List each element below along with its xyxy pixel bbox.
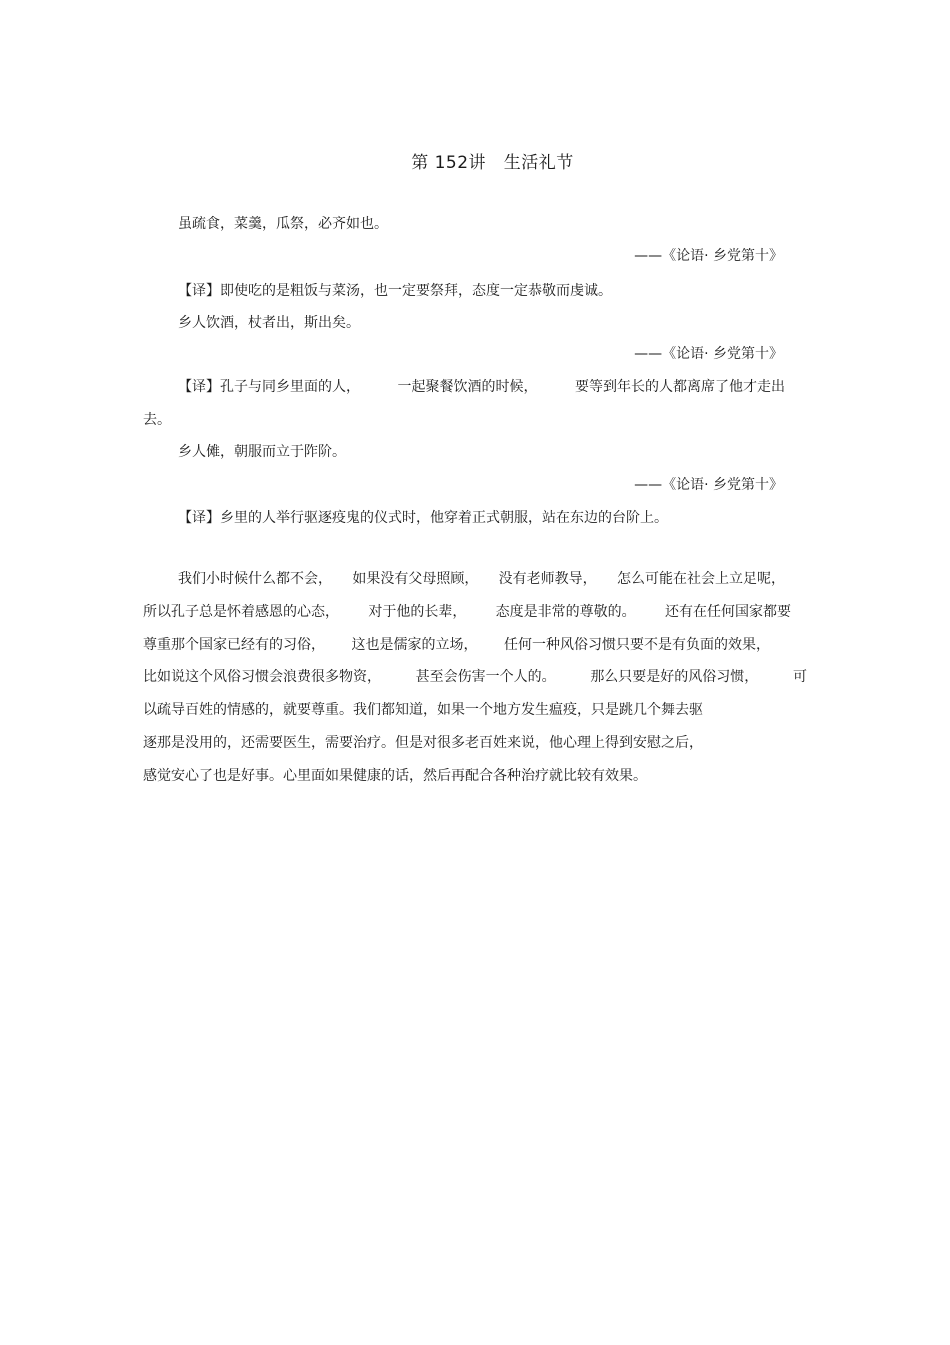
commentary-line-6: 逐那是没用的，还需要医生，需要治疗。但是对很多老百姓来说，他心理上得到安慰之后，	[143, 735, 703, 751]
commentary-line-1	[178, 569, 785, 589]
commentary-segment: 还有在任何国家都要	[664, 604, 791, 620]
translation-2-line-1	[178, 377, 785, 397]
commentary-segment: 这也是儒家的立场，	[351, 637, 478, 653]
commentary-line-7: 感觉安心了也是好事。心里面如果健康的话，然后再配合各种治疗就比较有效果。	[143, 768, 647, 784]
commentary-line-3	[143, 635, 770, 655]
commentary-segment: 可	[792, 669, 807, 685]
translation-1: 【译】即使吃的是粗饭与菜汤，也一定要祭拜，态度一定恭敬而虔诚。	[178, 283, 612, 299]
commentary-line-5: 以疏导百姓的情感的，就要尊重。我们都知道，如果一个地方发生瘟疫，只是跳几个舞去驱	[143, 702, 703, 718]
commentary-segment: 那么只要是好的风俗习惯，	[590, 669, 759, 685]
commentary-segment: 所以孔子总是怀着感恩的心态，	[143, 604, 339, 620]
commentary-segment: 对于他的长辈，	[368, 604, 467, 620]
quote-source-1: ——《论语· 乡党第十》	[634, 248, 783, 264]
quote-source-2: ——《论语· 乡党第十》	[634, 346, 783, 362]
commentary-segment: 如果没有父母照顾，	[352, 571, 479, 587]
quote-source-3: ——《论语· 乡党第十》	[634, 477, 783, 493]
commentary-line-4	[143, 667, 807, 687]
translation-2-line-2: 去。	[143, 412, 171, 428]
commentary-segment: 比如说这个风俗习惯会浪费很多物资，	[143, 669, 381, 685]
classical-quote-3: 乡人傩，朝服而立于阼阶。	[178, 444, 346, 460]
commentary-segment: 态度是非常的尊敬的。	[495, 604, 636, 620]
translation-2-segment: 一起聚餐饮酒的时候，	[397, 379, 538, 395]
classical-quote-2: 乡人饮酒，杖者出，斯出矣。	[178, 315, 360, 331]
lecture-title: 第 152讲 生活礼节	[411, 153, 574, 173]
commentary-segment: 尊重那个国家已经有的习俗，	[143, 637, 325, 653]
commentary-segment: 我们小时候什么都不会，	[178, 571, 332, 587]
commentary-line-2	[143, 602, 791, 622]
commentary-segment: 怎么可能在社会上立足呢，	[616, 571, 785, 587]
commentary-segment: 甚至会伤害一个人的。	[415, 669, 556, 685]
translation-3: 【译】乡里的人举行驱逐疫鬼的仪式时，他穿着正式朝服，站在东边的台阶上。	[178, 510, 668, 526]
translation-2-segment: 要等到年长的人都离席了他才走出	[575, 379, 785, 395]
translation-2-segment: 【译】孔子与同乡里面的人，	[178, 379, 360, 395]
commentary-segment: 没有老师教导，	[498, 571, 597, 587]
classical-quote-1: 虽疏食，菜羹，瓜祭，必齐如也。	[178, 216, 388, 232]
commentary-segment: 任何一种风俗习惯只要不是有负面的效果，	[504, 637, 770, 653]
